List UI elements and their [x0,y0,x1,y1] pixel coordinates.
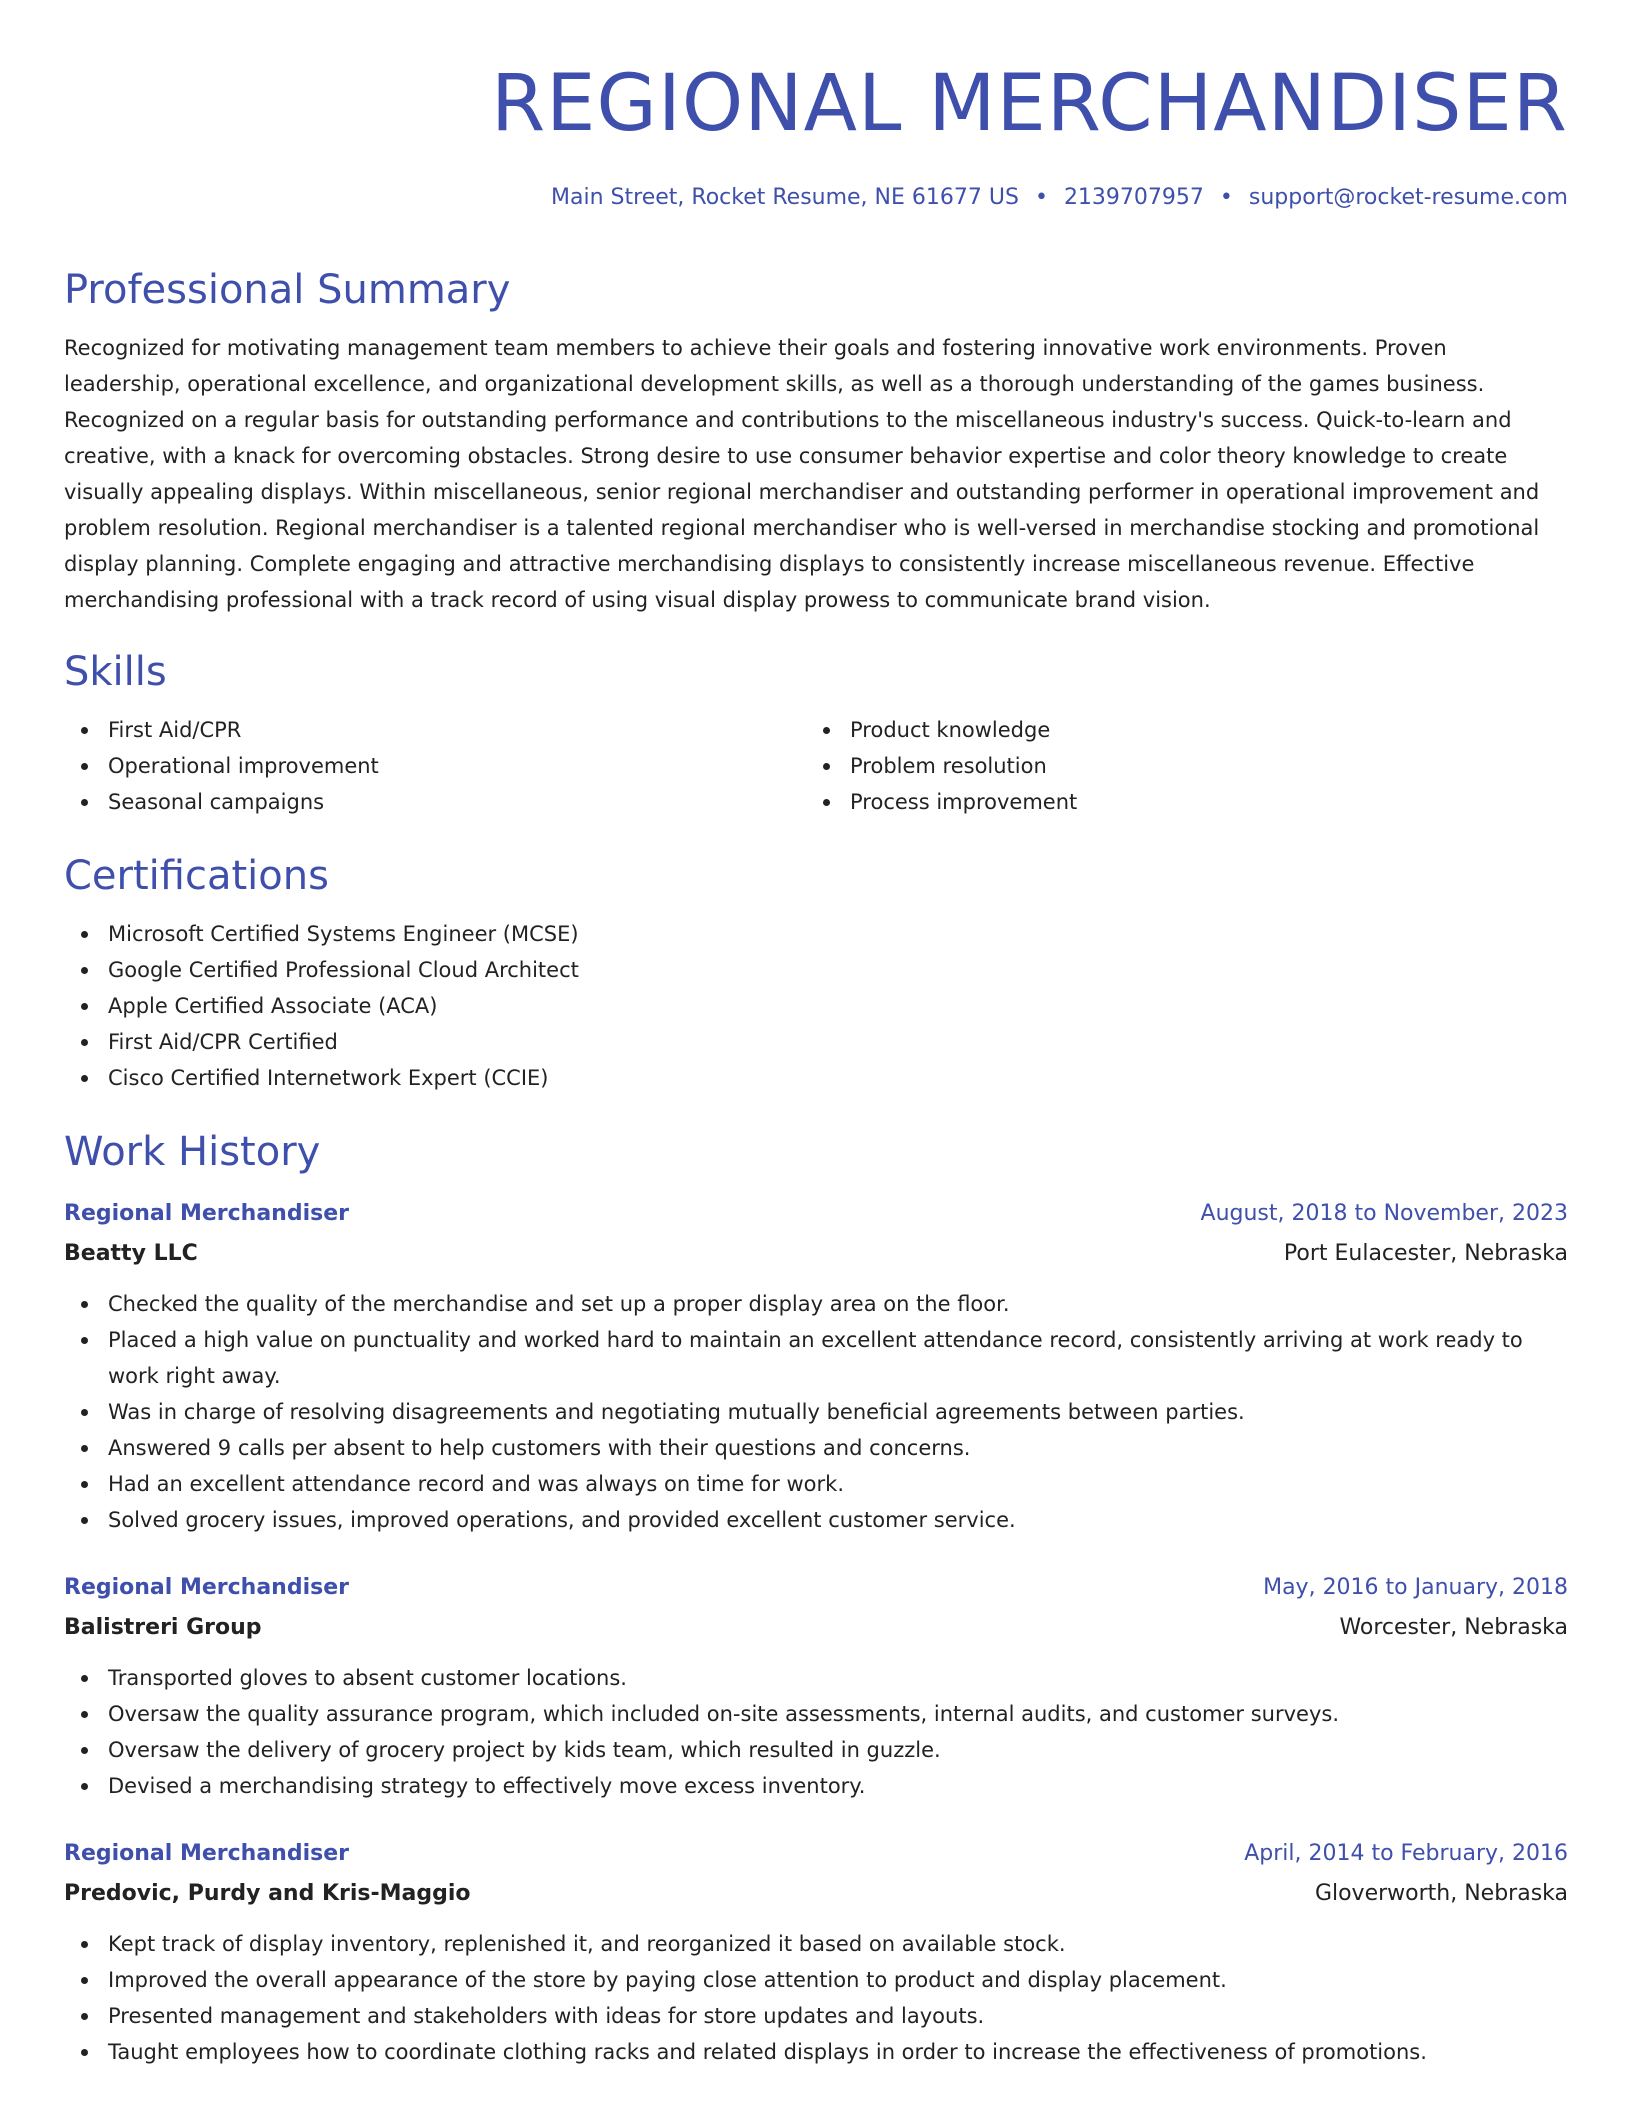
job-dates: August, 2018 to November, 2023 [1200,1201,1568,1226]
job-subheader [64,1610,1568,1646]
skill-item: Problem resolution [806,748,1548,784]
job-bullet: Oversaw the quality assurance program, which included on-site assessments, internal audits, and customer surveys. [64,1696,1568,1732]
job-bullet: Devised a merchandising strategy to effectively move excess inventory. [64,1768,1568,1804]
job-bullet: Was in charge of resolving disagreements and negotiating mutually beneficial agreements between parties. [64,1394,1568,1430]
summary-section [64,264,1568,618]
certification-item: First Aid/CPR Certified [64,1024,1568,1060]
certifications-list [64,916,1568,1096]
job-bullet: Transported gloves to absent customer locations. [64,1660,1568,1696]
job-bullet: Had an excellent attendance record and was always on time for work. [64,1466,1568,1502]
job-dates: April, 2014 to February, 2016 [1244,1841,1568,1866]
job-bullet: Improved the overall appearance of the store by paying close attention to product and display placement. [64,1962,1568,1998]
job-header [64,1196,1568,1232]
skill-item: First Aid/CPR [64,712,806,748]
summary-heading: Professional Summary [64,267,511,313]
certification-item: Cisco Certified Internetwork Expert (CCIE) [64,1060,1568,1096]
work-history-section [64,1126,1568,2070]
job-bullet: Taught employees how to coordinate clothing racks and related displays in order to increase the effectiveness of promotions. [64,2034,1568,2070]
skill-item: Product knowledge [806,712,1548,748]
candidate-title: REGIONAL MERCHANDISER [490,59,1568,149]
contact-line [64,182,1568,214]
skill-item: Operational improvement [64,748,806,784]
job-entry [64,1196,1568,1538]
address-text: Main Street, Rocket Resume, NE 61677 US [551,185,1019,210]
job-entry [64,1570,1568,1804]
job-bullets [64,1660,1568,1804]
job-company: Balistreri Group [64,1615,262,1640]
skills-section [64,646,1568,820]
skills-list-right [806,712,1548,820]
contact-separator: • [1219,185,1233,210]
certifications-heading: Certifications [64,853,329,899]
job-bullets [64,1286,1568,1538]
job-bullet: Placed a high value on punctuality and worked hard to maintain an excellent attendance record, consistently arriving at work ready to work right away. [64,1322,1568,1394]
job-title: Regional Merchandiser [64,1201,350,1226]
job-subheader [64,1236,1568,1272]
certification-item: Apple Certified Associate (ACA) [64,988,1568,1024]
job-bullets [64,1926,1568,2070]
job-subheader [64,1876,1568,1912]
skills-list-left [64,712,806,820]
certification-item: Google Certified Professional Cloud Architect [64,952,1568,988]
job-company: Beatty LLC [64,1241,198,1266]
job-title: Regional Merchandiser [64,1841,350,1866]
job-location: Port Eulacester, Nebraska [1283,1241,1568,1266]
job-entry [64,1836,1568,2070]
job-bullet: Oversaw the delivery of grocery project by kids team, which resulted in guzzle. [64,1732,1568,1768]
job-header [64,1570,1568,1606]
job-dates: May, 2016 to January, 2018 [1263,1575,1568,1600]
job-title: Regional Merchandiser [64,1575,350,1600]
job-location: Gloverworth, Nebraska [1314,1881,1568,1906]
job-bullet: Checked the quality of the merchandise and set up a proper display area on the floor. [64,1286,1568,1322]
email-link[interactable]: support@rocket-resume.com [1248,185,1568,210]
skills-grid [64,712,1568,820]
work-history-heading: Work History [64,1129,321,1175]
resume-page [64,0,1568,2102]
contact-separator: • [1034,185,1048,210]
certifications-section [64,850,1568,1096]
skill-item: Seasonal campaigns [64,784,806,820]
certification-item: Microsoft Certified Systems Engineer (MCSE) [64,916,1568,952]
job-bullet: Presented management and stakeholders with ideas for store updates and layouts. [64,1998,1568,2034]
skills-heading: Skills [64,649,167,695]
job-bullet: Solved grocery issues, improved operations, and provided excellent customer service. [64,1502,1568,1538]
phone-text: 2139707957 [1063,185,1204,210]
job-header [64,1836,1568,1872]
job-bullet: Kept track of display inventory, replenished it, and reorganized it based on available stock. [64,1926,1568,1962]
summary-text: Recognized for motivating management team members to achieve their goals and fostering innovative work environments. Proven leadership, operational excellence, and organizational development skills, as well as a thorough understanding of the games business. Recognized on a regular basis for outstanding performance and contributions to the miscellaneous industry's success. Quick-to-learn and creative, with a knack for overcoming obstacles. Strong desire to use consumer behavior expertise and color theory knowledge to create visually appealing displays. Within miscellaneous, senior regional merchandiser and outstanding performer in operational improvement and problem resolution. Regional merchandiser is a talented regional merchandiser who is well-versed in merchandise stocking and promotional display planning. Complete engaging and attractive merchandising displays to consistently increase miscellaneous revenue. Effective merchandising professional with a track record of using visual display prowess to communicate brand vision. [64,336,1540,612]
skill-item: Process improvement [806,784,1548,820]
job-location: Worcester, Nebraska [1339,1615,1568,1640]
job-company: Predovic, Purdy and Kris-Maggio [64,1881,471,1906]
job-bullet: Answered 9 calls per absent to help customers with their questions and concerns. [64,1430,1568,1466]
